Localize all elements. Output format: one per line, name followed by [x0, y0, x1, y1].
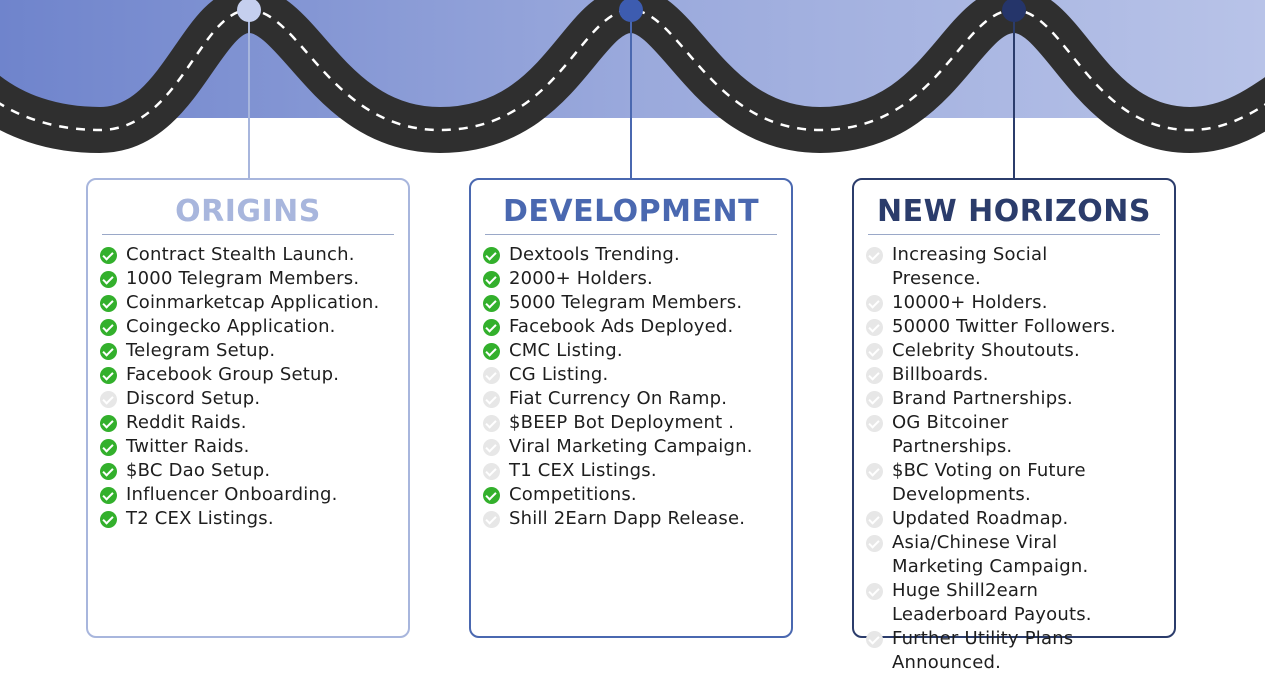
phase-title-new-horizons: NEW HORIZONS — [868, 194, 1160, 235]
roadmap-item-text: Facebook Ads Deployed. — [509, 316, 734, 337]
roadmap-item — [483, 339, 785, 363]
roadmap-item-text: Billboards. — [892, 364, 989, 385]
roadmap-item — [100, 267, 402, 291]
roadmap-item — [866, 627, 1168, 675]
check-pending-icon — [866, 511, 883, 528]
roadmap-item — [100, 411, 402, 435]
roadmap-item-text: Celebrity Shoutouts. — [892, 340, 1080, 361]
roadmap-item — [100, 459, 402, 483]
roadmap-item — [100, 363, 402, 387]
roadmap-item-text: Huge Shill2earn Leaderboard Payouts. — [892, 580, 1092, 625]
roadmap-item-text: 1000 Telegram Members. — [126, 268, 360, 289]
check-done-icon — [100, 343, 117, 360]
roadmap-item-text: OG Bitcoiner Partnerships. — [892, 412, 1013, 457]
check-pending-icon — [483, 367, 500, 384]
check-pending-icon — [866, 535, 883, 552]
roadmap-item — [483, 483, 785, 507]
check-done-icon — [483, 343, 500, 360]
check-done-icon — [100, 463, 117, 480]
check-pending-icon — [483, 463, 500, 480]
roadmap-item-text: CG Listing. — [509, 364, 609, 385]
roadmap-item-text: Dextools Trending. — [509, 244, 680, 265]
roadmap-item — [483, 387, 785, 411]
roadmap-item — [866, 243, 1168, 291]
check-done-icon — [483, 487, 500, 504]
phase-title-development: DEVELOPMENT — [485, 194, 777, 235]
milestone-stem-new-horizons — [1013, 8, 1015, 180]
roadmap-item-text: Coinmarketcap Application. — [126, 292, 380, 313]
roadmap-item — [866, 459, 1168, 507]
check-done-icon — [100, 511, 117, 528]
roadmap-item-text: Updated Roadmap. — [892, 508, 1069, 529]
check-done-icon — [483, 319, 500, 336]
check-done-icon — [100, 319, 117, 336]
phase-items-new-horizons — [866, 243, 1168, 675]
roadmap-item — [100, 387, 402, 411]
phase-card-new-horizons — [852, 178, 1176, 673]
check-done-icon — [100, 415, 117, 432]
roadmap-item-text: Influencer Onboarding. — [126, 484, 338, 505]
roadmap-item-text: $BEEP Bot Deployment . — [509, 412, 735, 433]
check-pending-icon — [866, 415, 883, 432]
roadmap-item — [483, 267, 785, 291]
roadmap-item — [100, 315, 402, 339]
check-done-icon — [100, 439, 117, 456]
roadmap-item-text: Shill 2Earn Dapp Release. — [509, 508, 746, 529]
roadmap-item — [483, 435, 785, 459]
milestone-stem-development — [630, 8, 632, 180]
roadmap-item — [483, 507, 785, 531]
roadmap-item — [483, 291, 785, 315]
roadmap-item-text: 10000+ Holders. — [892, 292, 1048, 313]
roadmap-item-text: Fiat Currency On Ramp. — [509, 388, 728, 409]
roadmap-item-text: Asia/Chinese Viral Marketing Campaign. — [892, 532, 1089, 577]
check-pending-icon — [483, 439, 500, 456]
roadmap-item-text: Reddit Raids. — [126, 412, 247, 433]
phase-card-development — [469, 178, 793, 638]
roadmap-item-text: Twitter Raids. — [126, 436, 250, 457]
milestone-stem-origins — [248, 8, 250, 180]
phase-card-origins — [86, 178, 410, 638]
roadmap-item-text: $BC Dao Setup. — [126, 460, 271, 481]
check-done-icon — [483, 247, 500, 264]
roadmap-item-text: Brand Partnerships. — [892, 388, 1073, 409]
check-done-icon — [483, 295, 500, 312]
check-done-icon — [483, 271, 500, 288]
check-pending-icon — [866, 343, 883, 360]
roadmap-item — [866, 339, 1168, 363]
check-pending-icon — [866, 367, 883, 384]
check-pending-icon — [866, 583, 883, 600]
check-done-icon — [100, 295, 117, 312]
roadmap-item — [100, 339, 402, 363]
roadmap-item — [866, 363, 1168, 387]
check-pending-icon — [483, 391, 500, 408]
roadmap-item-text: Facebook Group Setup. — [126, 364, 340, 385]
check-done-icon — [100, 271, 117, 288]
roadmap-item — [100, 435, 402, 459]
roadmap-item-text: Viral Marketing Campaign. — [509, 436, 753, 457]
roadmap-item — [866, 387, 1168, 411]
roadmap-item-text: Further Utility Plans Announced. — [892, 628, 1074, 673]
check-pending-icon — [866, 631, 883, 648]
phase-items-development — [483, 243, 785, 531]
roadmap-item-text: 50000 Twitter Followers. — [892, 316, 1116, 337]
roadmap-item-text: Discord Setup. — [126, 388, 261, 409]
roadmap-item — [100, 483, 402, 507]
roadmap-item-text: T1 CEX Listings. — [509, 460, 657, 481]
roadmap-item — [866, 291, 1168, 315]
roadmap-item — [100, 507, 402, 531]
roadmap-item — [100, 243, 402, 267]
roadmap-item-text: 5000 Telegram Members. — [509, 292, 743, 313]
roadmap-item-text: $BC Voting on Future Developments. — [892, 460, 1086, 505]
roadmap-item — [866, 507, 1168, 531]
check-pending-icon — [866, 319, 883, 336]
phase-items-origins — [100, 243, 402, 531]
roadmap-item-text: 2000+ Holders. — [509, 268, 653, 289]
check-pending-icon — [866, 391, 883, 408]
roadmap-item-text: T2 CEX Listings. — [126, 508, 274, 529]
check-done-icon — [100, 247, 117, 264]
roadmap-item — [483, 411, 785, 435]
roadmap-item — [866, 579, 1168, 627]
roadmap-item-text: Increasing Social Presence. — [892, 244, 1048, 289]
check-pending-icon — [483, 511, 500, 528]
check-pending-icon — [866, 247, 883, 264]
check-done-icon — [100, 487, 117, 504]
roadmap-item — [866, 411, 1168, 459]
roadmap-item — [866, 315, 1168, 339]
check-pending-icon — [866, 295, 883, 312]
roadmap-item — [483, 243, 785, 267]
roadmap-item-text: CMC Listing. — [509, 340, 623, 361]
road-banner — [0, 0, 1265, 200]
roadmap-item — [483, 363, 785, 387]
roadmap-item-text: Coingecko Application. — [126, 316, 336, 337]
check-pending-icon — [866, 463, 883, 480]
roadmap-item — [100, 291, 402, 315]
roadmap-item — [483, 315, 785, 339]
roadmap-item-text: Competitions. — [509, 484, 637, 505]
roadmap-item-text: Telegram Setup. — [126, 340, 276, 361]
phase-title-origins: ORIGINS — [102, 194, 394, 235]
roadmap-item — [483, 459, 785, 483]
check-done-icon — [100, 367, 117, 384]
roadmap-item — [866, 531, 1168, 579]
check-pending-icon — [483, 415, 500, 432]
roadmap-item-text: Contract Stealth Launch. — [126, 244, 355, 265]
check-pending-icon — [100, 391, 117, 408]
